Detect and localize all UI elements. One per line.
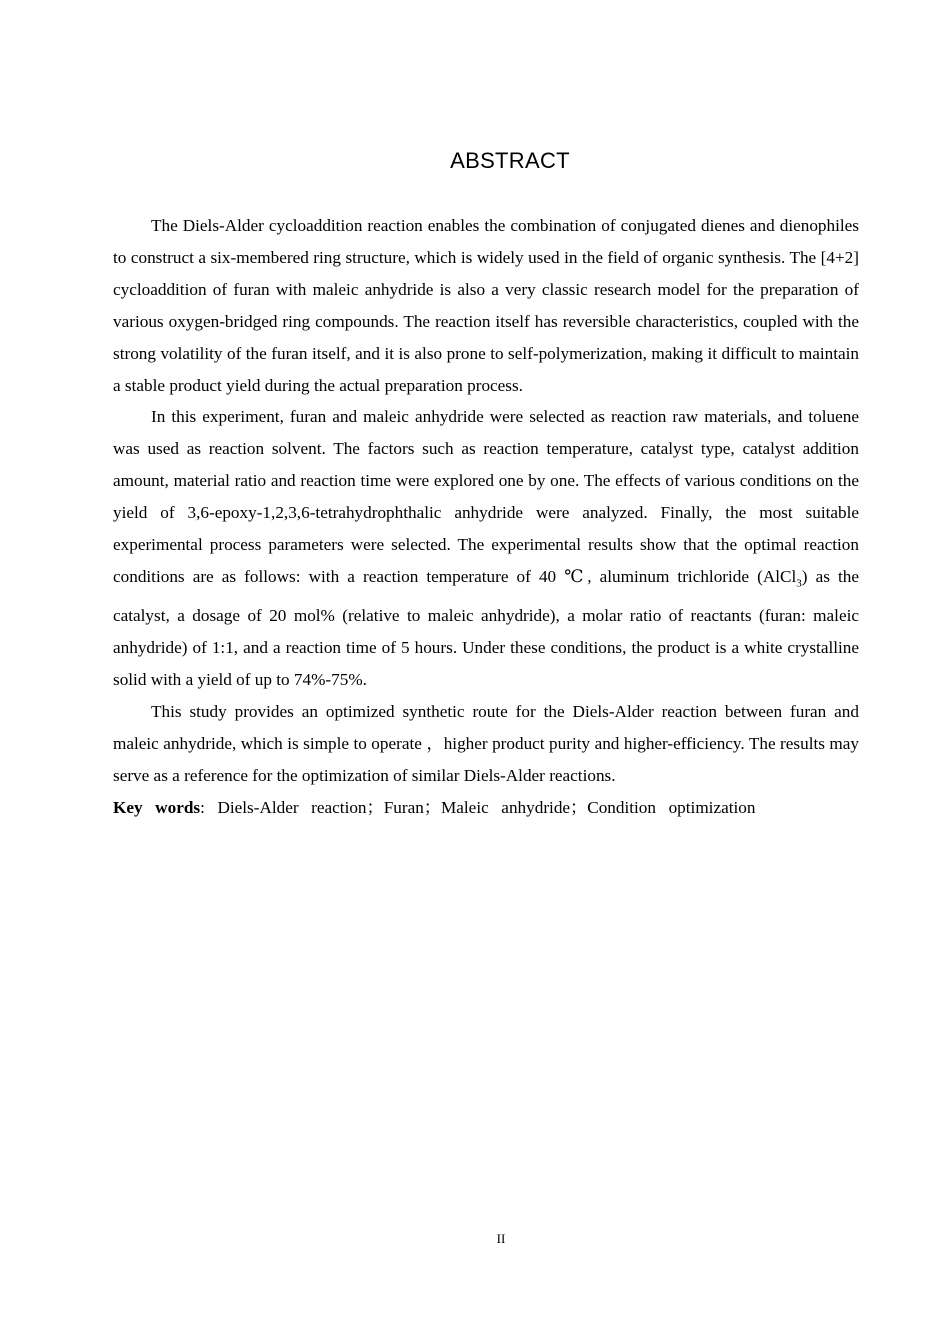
- aluminum-chloride-subscript: 3: [796, 577, 802, 590]
- abstract-body: [113, 210, 859, 824]
- keywords-label: Key words: [113, 797, 201, 817]
- paragraph-2-text-start: In this experiment, furan and maleic anhydride were selected as reaction raw materials, and toluene was used as reaction solvent. The factors such as reaction temperature, catalyst type, catalyst addition amount, material ratio and reaction time were explored one by one. The effects of various conditions on the yield of 3,6-epoxy-1,2,3,6-tetrahydrophthalic anhydride were analyzed. Finally, the most suitable experimental process parameters were selected. The experimental results show that the optimal reaction conditions are as follows: with a reaction temperature of 40 ℃, aluminum trichloride (AlCl: [113, 407, 859, 586]
- abstract-paragraph-2: [113, 401, 859, 696]
- abstract-paragraph-3: This study provides an optimized synthetic route for the Diels-Alder reaction between furan and maleic anhydride, which is simple to operate ，higher product purity and higher-efficiency. The results may serve as a reference for the optimization of similar Diels-Alder reactions.: [113, 702, 859, 785]
- paragraph-2-text-end: ) as the catalyst, a dosage of 20 mol% (relative to maleic anhydride), a molar ratio of reactants (furan: maleic anhydride) of 1:1, and a reaction time of 5 hours. Under these conditions, the product is a white crystalline solid with a yield of up to 74%-75%.: [113, 566, 859, 690]
- page-number: II: [496, 1231, 506, 1246]
- keywords-line: [113, 792, 859, 824]
- abstract-title: ABSTRACT: [450, 148, 570, 173]
- keywords-list: : Diels-Alder reaction；Furan；Maleic anhydride；Condition optimization: [200, 797, 756, 817]
- abstract-paragraph-1: The Diels-Alder cycloaddition reaction enables the combination of conjugated dienes and dienophiles to construct a six-membered ring structure, which is widely used in the field of organic synthesis. The [4+2] cycloaddition of furan with maleic anhydride is also a very classic research model for the preparation of various oxygen-bridged ring compounds. The reaction itself has reversible characteristics, coupled with the strong volatility of the furan itself, and it is also prone to self-polymerization, making it difficult to maintain a stable product yield during the actual preparation process.: [113, 216, 859, 395]
